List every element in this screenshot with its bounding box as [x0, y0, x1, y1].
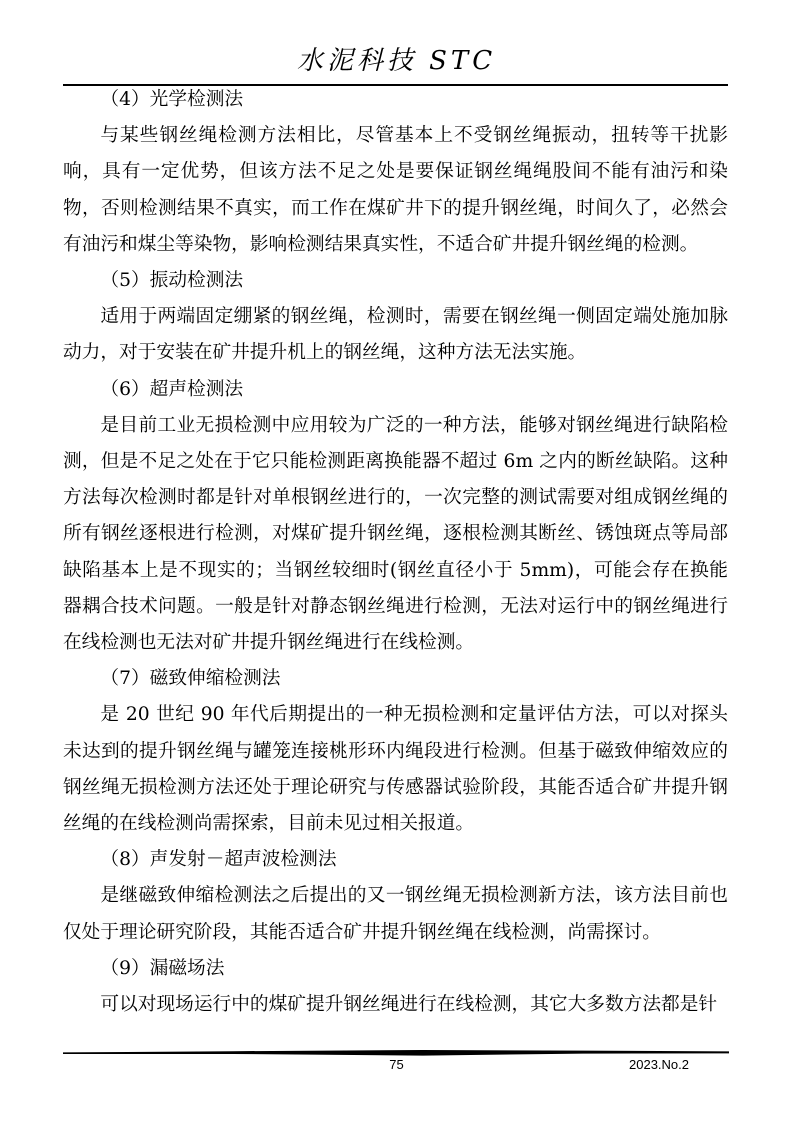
- section-paragraph-9: 可以对现场运行中的煤矿提升钢丝绳进行在线检测，其它大多数方法都是针: [100, 994, 718, 1016]
- section-heading-6: （6）超声检测法: [100, 378, 244, 400]
- section-paragraph-7: 是 20 世纪 90 年代后期提出的一种无损检测和定量评估方法，可以对探头未达到的提升钢丝绳与罐笼连接桃形环内绳段进行检测。但基于磁致伸缩效应的钢丝绳无损检测方法还处于理论研究与传感器试验阶段，其能否适合矿井提升钢丝绳的在线检测尚需探索，目前未见过相关报道。: [63, 704, 728, 835]
- page-number: 75: [389, 1057, 404, 1072]
- section-paragraph-4: 与某些钢丝绳检测方法相比，尽管基本上不受钢丝绳振动，扭转等干扰影响，具有一定优势，但该方法不足之处是要保证钢丝绳绳股间不能有油污和染物，否则检测结果不真实，而工作在煤矿井下的提升钢丝绳，时间久了，必然会有油污和煤尘等染物，影响检测结果真实性，不适合矿井提升钢丝绳的检测。: [63, 125, 728, 255]
- journal-title: 水泥科技 STC: [296, 46, 497, 76]
- footer-rule: [63, 1049, 729, 1057]
- section-paragraph-6: 是目前工业无损检测中应用较为广泛的一种方法，能够对钢丝绳进行缺陷检测，但是不足之处在于它只能检测距离换能器不超过 6m 之内的断丝缺陷。这种方法每次检测时都是针对单根钢丝进行的，一次完整的测试需要对组成钢丝绳的所有钢丝逐根进行检测，对煤矿提升钢丝绳，逐根检测其断丝、锈蚀斑点等局部缺陷基本上是不现实的；当钢丝较细时(钢丝直径小于 5mm)，可能会存在换能器耦合技术问题。一般是针对静态钢丝绳进行检测，无法对运行中的钢丝绳进行在线检测也无法对矿井提升钢丝绳进行在线检测。: [63, 414, 728, 654]
- section-heading-8: （8）声发射－超声波检测法: [100, 849, 337, 871]
- section-paragraph-5: 适用于两端固定绷紧的钢丝绳，检测时，需要在钢丝绳一侧固定端处施加脉动力，对于安装在矿井提升机上的钢丝绳，这种方法无法实施。: [63, 306, 728, 364]
- section-heading-7: （7）磁致伸缩检测法: [100, 668, 281, 690]
- section-heading-9: （9）漏磁场法: [100, 957, 225, 979]
- section-heading-5: （5）振动检测法: [100, 270, 244, 292]
- section-paragraph-8: 是继磁致伸缩检测法之后提出的又一钢丝绳无损检测新方法，该方法目前也仅处于理论研究阶段，其能否适合矿井提升钢丝绳在线检测，尚需探讨。: [63, 885, 728, 943]
- issue-number: 2023.No.2: [629, 1057, 689, 1072]
- section-heading-4: （4）光学检测法: [100, 89, 244, 110]
- document-body: [63, 82, 728, 1023]
